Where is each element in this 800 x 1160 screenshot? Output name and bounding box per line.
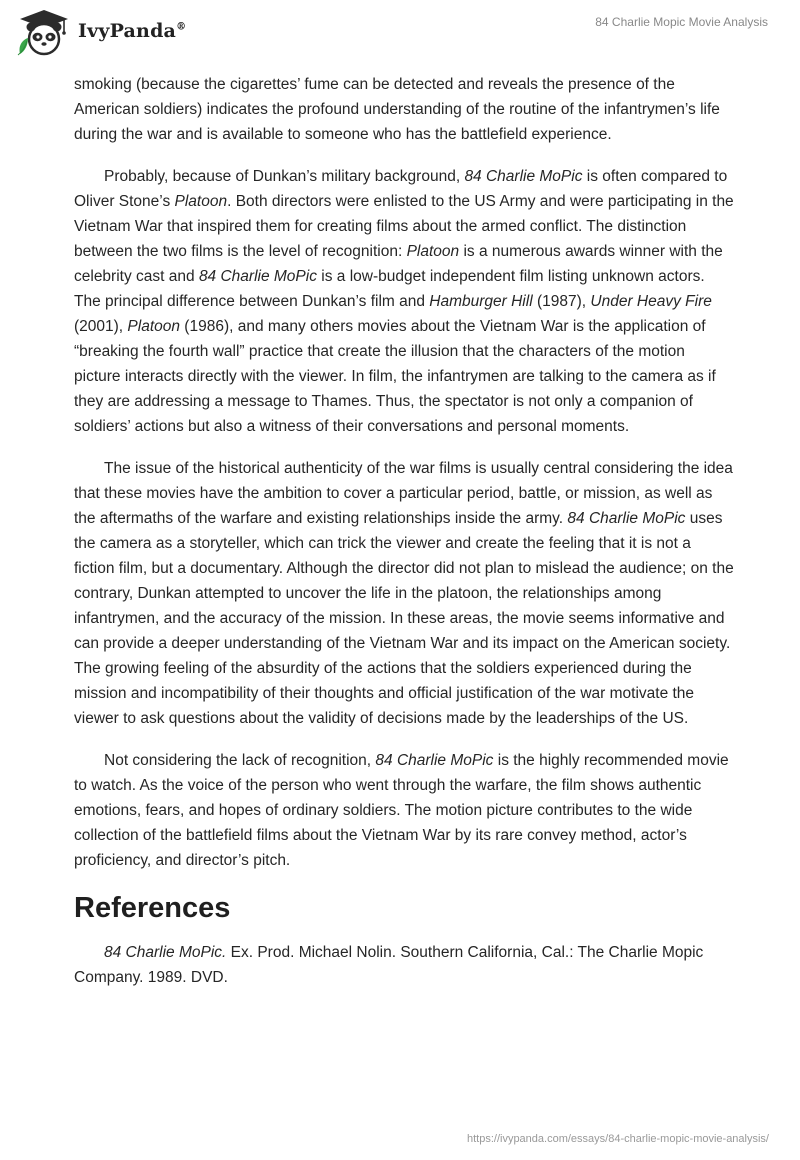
page-header — [0, 0, 800, 70]
text-span: is the highly recommended movie to watch. As the voice of the person who went through the warfare, the film shows authentic emotions, fears, and hopes of ordinary soldiers. The motion picture contributes to the wide collection of the battlefield films about the Vietnam War by its rare convey method, actor’s proficiency, and director’s pitch. — [74, 752, 729, 869]
film-title: 84 Charlie MoPic — [198, 268, 317, 285]
text-span: is often compared to Oliver Stone’s — [74, 168, 728, 210]
paragraph-1: smoking (because the cigarettes’ fume can be detected and reveals the presence of the American soldiers) indicates the profound understanding of the routine of the infantrymen’s life during the war and is available to someone who has the battlefield experience. — [74, 76, 720, 143]
reference-title: 84 Charlie MoPic. — [104, 944, 227, 961]
text-span: Not considering the lack of recognition, — [104, 752, 376, 769]
text-span: (2001), — [74, 318, 128, 335]
text-span: is a numerous awards winner with the celebrity cast and — [74, 243, 723, 285]
paragraph-4 — [74, 748, 734, 873]
paragraph-2 — [74, 164, 734, 439]
film-title: Platoon — [174, 193, 228, 210]
film-title: Hamburger Hill — [429, 293, 533, 310]
footer-source-url[interactable]: https://ivypanda.com/essays/84-charlie-mopic-movie-analysis/ — [466, 1133, 769, 1145]
film-title: 84 Charlie MoPic — [464, 168, 583, 185]
film-title: Platoon — [406, 243, 460, 260]
reference-item — [74, 940, 734, 990]
text-span: (1986), and many others movies about the Vietnam War is the application of “breaking the fourth wall” practice that create the illusion that the characters of the motion picture interacts directly with the viewer. In film, the infantrymen are talking to the camera as if they are addressing a message to Thames. Thus, the spectator is not only a companion of soldiers’ actions but also a witness of their conversations and personal moments. — [74, 318, 716, 435]
text-span: is a low-budget independent film listing unknown actors. The principal difference between Dunkan’s film and — [74, 268, 705, 310]
text-span: . Both directors were enlisted to the US Army and were participating in the Vietnam War that inspired them for creating films about the armed conflict. The distinction between the two films is the level of recognition: — [74, 193, 734, 260]
film-title: Under Heavy Fire — [590, 293, 712, 310]
references-heading: References — [74, 892, 231, 924]
document-title: 84 Charlie Mopic Movie Analysis — [595, 15, 768, 29]
text-span: Probably, because of Dunkan’s military background, — [104, 168, 465, 185]
film-title: 84 Charlie MoPic — [375, 752, 494, 769]
paragraph-3 — [74, 456, 734, 731]
film-title: Platoon — [127, 318, 180, 335]
essay-content — [74, 72, 734, 1007]
ivypanda-logo-icon[interactable] — [14, 8, 74, 58]
film-title: 84 Charlie MoPic — [567, 510, 686, 527]
brand-name[interactable] — [78, 20, 186, 42]
text-span: (1987), — [532, 293, 591, 310]
text-span: The issue of the historical authenticity of the war films is usually central considering the idea that these movies have the ambition to cover a particular period, battle, or mission, as well as the aftermaths of the warfare and existing relationships inside the army. — [74, 460, 733, 527]
brand-name-text: IvyPanda — [78, 20, 177, 42]
text-span: uses the camera as a storyteller, which can trick the viewer and create the feeling that it is not a fiction film, but a documentary. Although the director did not plan to mislead the audience; on the contrary, Dunkan attempted to uncover the life in the platoon, the relationships among infantrymen, and the accuracy of the mission. In these areas, the movie seems informative and can provide a deeper understanding of the Vietnam War and its impact on the American society. The growing feeling of the absurdity of the actions that the soldiers experienced during the mission and incompatibility of their thoughts and official justification of the war motivate the viewer to ask questions about the validity of decisions made by the leaderships of the US. — [74, 510, 734, 727]
reference-details: Ex. Prod. Michael Nolin. Southern California, Cal.: The Charlie Mopic Company. 1989. DVD. — [74, 944, 704, 986]
registered-mark: ® — [176, 21, 187, 33]
